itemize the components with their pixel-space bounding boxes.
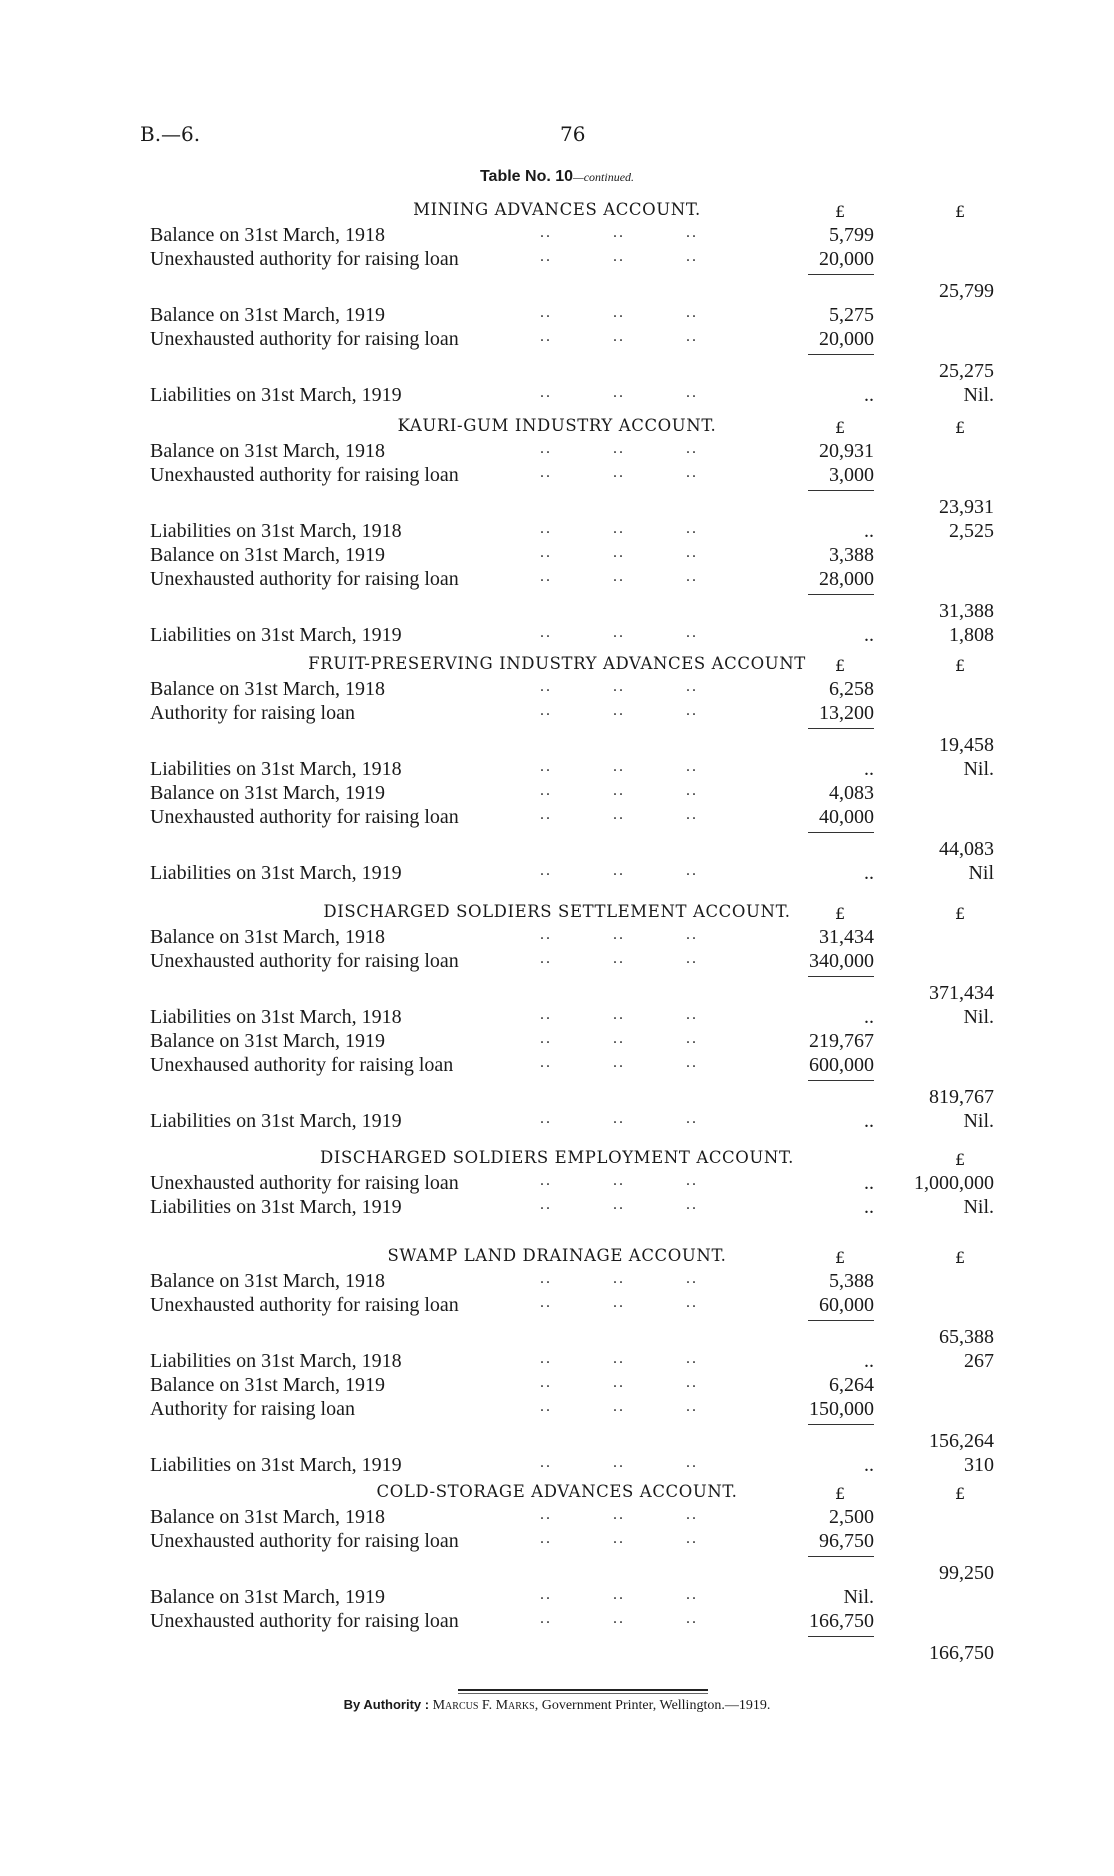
account-row (0, 1610, 1114, 1634)
leader-dots: .. .. .. (540, 568, 698, 585)
amount-column-1: 40,000 (819, 806, 874, 828)
row-label: Balance on 31st March, 1919 (150, 1030, 385, 1052)
column-unit-2: £ (955, 904, 966, 923)
row-label: Balance on 31st March, 1919 (150, 544, 385, 566)
account-row (0, 1006, 1114, 1030)
leader-dots: .. .. .. (540, 248, 698, 265)
rule-line (808, 1636, 874, 1637)
amount-column-1: 5,388 (829, 1270, 874, 1292)
amount-column-1: .. (864, 520, 874, 542)
account-row (0, 1172, 1114, 1196)
rule-line (808, 1320, 874, 1321)
amount-column-1: 340,000 (809, 950, 874, 972)
account-section (0, 1480, 1114, 1666)
account-row (0, 1294, 1114, 1318)
subtotal-rule (0, 272, 1114, 280)
column-unit-1: £ (835, 904, 846, 923)
total-row (0, 360, 1114, 384)
row-label: Unexhausted authority for raising loan (150, 328, 459, 350)
row-label: Balance on 31st March, 1919 (150, 1586, 385, 1608)
total-row (0, 734, 1114, 758)
amount-column-2: Nil. (963, 758, 994, 780)
leader-dots: .. .. .. (540, 1110, 698, 1127)
account-section (0, 652, 1114, 886)
column-unit-2: £ (955, 1484, 966, 1503)
printer-name: Marcus F. Marks, (432, 1698, 539, 1713)
amount-column-1: .. (864, 1110, 874, 1132)
account-row (0, 1350, 1114, 1374)
amount-column-1: 20,000 (819, 248, 874, 270)
account-row (0, 806, 1114, 830)
column-unit-1: £ (835, 1484, 846, 1503)
footer-rule-thin (458, 1693, 708, 1694)
row-label: Balance on 31st March, 1918 (150, 926, 385, 948)
amount-column-1: 5,799 (829, 224, 874, 246)
leader-dots: .. .. .. (540, 624, 698, 641)
table-title-suffix: —continued. (573, 170, 635, 184)
account-row (0, 678, 1114, 702)
amount-column-2: Nil. (963, 384, 994, 406)
rule-line (808, 1080, 874, 1081)
row-label: Unexhausted authority for raising loan (150, 950, 459, 972)
amount-column-1: .. (864, 1196, 874, 1218)
account-row (0, 1374, 1114, 1398)
row-label: Authority for raising loan (150, 702, 355, 724)
account-row (0, 862, 1114, 886)
row-label: Balance on 31st March, 1918 (150, 1270, 385, 1292)
leader-dots: .. .. .. (540, 464, 698, 481)
amount-column-1: .. (864, 1006, 874, 1028)
total-value: 65,388 (939, 1326, 994, 1348)
account-row (0, 224, 1114, 248)
account-section (0, 198, 1114, 408)
account-title: KAURI-GUM INDUSTRY ACCOUNT. (397, 416, 717, 435)
amount-column-1: .. (864, 1172, 874, 1194)
account-row (0, 926, 1114, 950)
account-row (0, 304, 1114, 328)
total-value: 371,434 (929, 982, 994, 1004)
amount-column-1: 28,000 (819, 568, 874, 590)
leader-dots: .. .. .. (540, 950, 698, 967)
table-title-main: Table No. 10 (479, 168, 574, 185)
account-row (0, 248, 1114, 272)
column-unit-2: £ (955, 418, 966, 437)
leader-dots: .. .. .. (540, 520, 698, 537)
row-label: Unexhausted authority for raising loan (150, 248, 459, 270)
row-label: Liabilities on 31st March, 1919 (150, 1110, 402, 1132)
amount-column-2: 1,000,000 (914, 1172, 994, 1194)
total-value: 44,083 (939, 838, 994, 860)
subtotal-rule (0, 1318, 1114, 1326)
leader-dots: .. .. .. (540, 224, 698, 241)
leader-dots: .. .. .. (540, 1454, 698, 1471)
account-row (0, 624, 1114, 648)
row-label: Liabilities on 31st March, 1918 (150, 520, 402, 542)
account-row (0, 1530, 1114, 1554)
leader-dots: .. .. .. (540, 1006, 698, 1023)
amount-column-1: 31,434 (819, 926, 874, 948)
amount-column-2: Nil. (963, 1110, 994, 1132)
amount-column-2: Nil (968, 862, 994, 884)
row-label: Liabilities on 31st March, 1919 (150, 624, 402, 646)
page-number: 76 (560, 122, 586, 146)
row-label: Unexhausted authority for raising loan (150, 464, 459, 486)
rule-line (808, 976, 874, 977)
table-title (0, 168, 1114, 186)
row-label: Liabilities on 31st March, 1919 (150, 1454, 402, 1476)
total-row (0, 1562, 1114, 1586)
account-header (0, 1480, 1114, 1506)
row-label: Liabilities on 31st March, 1918 (150, 1350, 402, 1372)
total-row (0, 600, 1114, 624)
amount-column-1: 150,000 (809, 1398, 874, 1420)
total-value: 31,388 (939, 600, 994, 622)
leader-dots: .. .. .. (540, 782, 698, 799)
total-value: 819,767 (929, 1086, 994, 1108)
column-unit-1: £ (835, 202, 846, 221)
amount-column-1: .. (864, 1350, 874, 1372)
account-row (0, 1506, 1114, 1530)
total-value: 19,458 (939, 734, 994, 756)
by-authority-label: By Authority : (343, 1697, 430, 1712)
row-label: Balance on 31st March, 1918 (150, 678, 385, 700)
account-row (0, 1454, 1114, 1478)
account-header (0, 1244, 1114, 1270)
amount-column-2: 310 (964, 1454, 994, 1476)
account-title: FRUIT-PRESERVING INDUSTRY ADVANCES ACCOUNT (308, 654, 806, 673)
amount-column-2: 267 (964, 1350, 994, 1372)
subtotal-rule (0, 352, 1114, 360)
leader-dots: .. .. .. (540, 1398, 698, 1415)
subtotal-rule (0, 488, 1114, 496)
footer-rule (458, 1689, 708, 1691)
account-row (0, 464, 1114, 488)
rule-line (808, 490, 874, 491)
rule-line (808, 594, 874, 595)
subtotal-rule (0, 592, 1114, 600)
account-row (0, 328, 1114, 352)
subtotal-rule (0, 830, 1114, 838)
amount-column-1: 2,500 (829, 1506, 874, 1528)
total-row (0, 838, 1114, 862)
row-label: Unexhausted authority for raising loan (150, 1294, 459, 1316)
amount-column-1: 3,000 (829, 464, 874, 486)
subtotal-rule (0, 974, 1114, 982)
total-row (0, 1326, 1114, 1350)
row-label: Authority for raising loan (150, 1398, 355, 1420)
column-unit-1: £ (835, 656, 846, 675)
account-row (0, 568, 1114, 592)
rule-line (808, 1556, 874, 1557)
account-row (0, 1054, 1114, 1078)
rule-line (808, 274, 874, 275)
leader-dots: .. .. .. (540, 1030, 698, 1047)
amount-column-1: 5,275 (829, 304, 874, 326)
total-row (0, 496, 1114, 520)
row-label: Unexhausted authority for raising loan (150, 806, 459, 828)
leader-dots: .. .. .. (540, 1586, 698, 1603)
leader-dots: .. .. .. (540, 862, 698, 879)
leader-dots: .. .. .. (540, 702, 698, 719)
account-row (0, 782, 1114, 806)
account-row (0, 544, 1114, 568)
account-row (0, 1196, 1114, 1220)
amount-column-1: 6,258 (829, 678, 874, 700)
account-header (0, 198, 1114, 224)
leader-dots: .. .. .. (540, 806, 698, 823)
total-row (0, 1430, 1114, 1454)
column-unit-1: £ (835, 1248, 846, 1267)
row-label: Balance on 31st March, 1918 (150, 224, 385, 246)
leader-dots: .. .. .. (540, 384, 698, 401)
account-section (0, 900, 1114, 1134)
account-section (0, 1244, 1114, 1478)
printer-imprint (0, 1697, 1114, 1714)
printer-title: Government Printer, Wellington.—1919. (541, 1698, 771, 1713)
leader-dots: .. .. .. (540, 328, 698, 345)
amount-column-1: 96,750 (819, 1530, 874, 1552)
row-label: Liabilities on 31st March, 1918 (150, 758, 402, 780)
account-row (0, 1030, 1114, 1054)
amount-column-1: 3,388 (829, 544, 874, 566)
amount-column-2: 1,808 (949, 624, 994, 646)
row-label: Balance on 31st March, 1919 (150, 782, 385, 804)
account-row (0, 702, 1114, 726)
account-section (0, 414, 1114, 648)
subtotal-rule (0, 1422, 1114, 1430)
leader-dots: .. .. .. (540, 1350, 698, 1367)
row-label: Liabilities on 31st March, 1918 (150, 1006, 402, 1028)
total-value: 156,264 (929, 1430, 994, 1452)
account-title: SWAMP LAND DRAINAGE ACCOUNT. (387, 1246, 727, 1265)
leader-dots: .. .. .. (540, 1374, 698, 1391)
amount-column-1: 166,750 (809, 1610, 874, 1632)
leader-dots: .. .. .. (540, 1054, 698, 1071)
account-row (0, 758, 1114, 782)
amount-column-1: 6,264 (829, 1374, 874, 1396)
total-row (0, 982, 1114, 1006)
rule-line (808, 728, 874, 729)
amount-column-1: 20,000 (819, 328, 874, 350)
leader-dots: .. .. .. (540, 1196, 698, 1213)
leader-dots: .. .. .. (540, 544, 698, 561)
column-unit-2: £ (955, 1248, 966, 1267)
rule-line (808, 1424, 874, 1425)
column-unit-1: £ (835, 418, 846, 437)
row-label: Unexhaused authority for raising loan (150, 1054, 454, 1076)
leader-dots: .. .. .. (540, 926, 698, 943)
leader-dots: .. .. .. (540, 1506, 698, 1523)
leader-dots: .. .. .. (540, 758, 698, 775)
amount-column-1: 600,000 (809, 1054, 874, 1076)
total-value: 99,250 (939, 1562, 994, 1584)
amount-column-2: 2,525 (949, 520, 994, 542)
rule-line (808, 832, 874, 833)
subtotal-rule (0, 726, 1114, 734)
account-row (0, 520, 1114, 544)
row-label: Liabilities on 31st March, 1919 (150, 384, 402, 406)
total-value: 166,750 (929, 1642, 994, 1664)
row-label: Balance on 31st March, 1918 (150, 440, 385, 462)
document-reference: B.—6. (140, 122, 201, 146)
account-header (0, 900, 1114, 926)
column-unit-2: £ (955, 1150, 966, 1169)
amount-column-1: 20,931 (819, 440, 874, 462)
subtotal-rule (0, 1634, 1114, 1642)
amount-column-2: Nil. (963, 1196, 994, 1218)
leader-dots: .. .. .. (540, 1530, 698, 1547)
row-label: Balance on 31st March, 1919 (150, 1374, 385, 1396)
account-header (0, 414, 1114, 440)
account-row (0, 384, 1114, 408)
account-title: DISCHARGED SOLDIERS EMPLOYMENT ACCOUNT. (320, 1148, 794, 1167)
total-row (0, 280, 1114, 304)
row-label: Liabilities on 31st March, 1919 (150, 862, 402, 884)
amount-column-1: 60,000 (819, 1294, 874, 1316)
row-label: Liabilities on 31st March, 1919 (150, 1196, 402, 1218)
amount-column-2: Nil. (963, 1006, 994, 1028)
subtotal-rule (0, 1078, 1114, 1086)
account-row (0, 1398, 1114, 1422)
row-label: Unexhausted authority for raising loan (150, 1172, 459, 1194)
amount-column-1: 4,083 (829, 782, 874, 804)
leader-dots: .. .. .. (540, 304, 698, 321)
account-section (0, 1146, 1114, 1220)
leader-dots: .. .. .. (540, 440, 698, 457)
account-row (0, 950, 1114, 974)
account-row (0, 440, 1114, 464)
amount-column-1: Nil. (843, 1586, 874, 1608)
column-unit-2: £ (955, 202, 966, 221)
row-label: Balance on 31st March, 1919 (150, 304, 385, 326)
total-value: 23,931 (939, 496, 994, 518)
leader-dots: .. .. .. (540, 678, 698, 695)
account-title: DISCHARGED SOLDIERS SETTLEMENT ACCOUNT. (323, 902, 791, 921)
row-label: Balance on 31st March, 1918 (150, 1506, 385, 1528)
rule-line (808, 354, 874, 355)
amount-column-1: 13,200 (819, 702, 874, 724)
leader-dots: .. .. .. (540, 1294, 698, 1311)
subtotal-rule (0, 1554, 1114, 1562)
total-row (0, 1086, 1114, 1110)
amount-column-1: 219,767 (809, 1030, 874, 1052)
row-label: Unexhausted authority for raising loan (150, 1610, 459, 1632)
account-title: COLD-STORAGE ADVANCES ACCOUNT. (376, 1482, 738, 1501)
total-value: 25,275 (939, 360, 994, 382)
amount-column-1: .. (864, 758, 874, 780)
leader-dots: .. .. .. (540, 1270, 698, 1287)
column-unit-2: £ (955, 656, 966, 675)
account-row (0, 1586, 1114, 1610)
row-label: Unexhausted authority for raising loan (150, 568, 459, 590)
account-header (0, 1146, 1114, 1172)
amount-column-1: .. (864, 624, 874, 646)
amount-column-1: .. (864, 862, 874, 884)
account-title: MINING ADVANCES ACCOUNT. (413, 200, 701, 219)
amount-column-1: .. (864, 1454, 874, 1476)
total-row (0, 1642, 1114, 1666)
row-label: Unexhausted authority for raising loan (150, 1530, 459, 1552)
amount-column-1: .. (864, 384, 874, 406)
account-row (0, 1110, 1114, 1134)
leader-dots: .. .. .. (540, 1172, 698, 1189)
account-header (0, 652, 1114, 678)
leader-dots: .. .. .. (540, 1610, 698, 1627)
account-row (0, 1270, 1114, 1294)
total-value: 25,799 (939, 280, 994, 302)
